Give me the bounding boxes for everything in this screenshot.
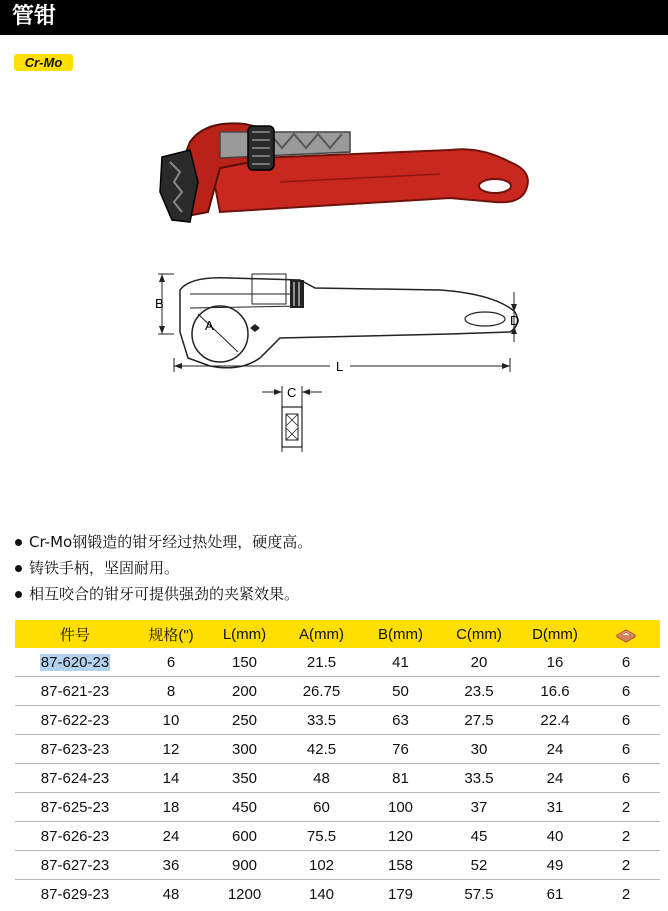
table-row xyxy=(15,851,660,880)
b-cell: 81 xyxy=(361,764,440,793)
a-cell: 21.5 xyxy=(282,648,361,677)
selected-text[interactable]: 87-620-23 xyxy=(40,653,110,671)
part-number-cell: 87-625-23 xyxy=(15,793,135,822)
table-header-row xyxy=(15,620,660,648)
c-cell: 27.5 xyxy=(440,706,518,735)
a-cell: 42.5 xyxy=(282,735,361,764)
material-badge: Cr-Mo xyxy=(14,54,73,71)
a-cell: 33.5 xyxy=(282,706,361,735)
part-number-cell: 87-629-23 xyxy=(40,885,110,903)
col-b: B(mm) xyxy=(361,620,440,648)
part-number-cell: 87-627-23 xyxy=(15,851,135,880)
c-cell: 23.5 xyxy=(440,677,518,706)
table-row xyxy=(15,764,660,793)
d-cell: 24 xyxy=(518,735,592,764)
size-cell: 6 xyxy=(135,648,207,677)
b-cell: 76 xyxy=(361,735,440,764)
col-l: L(mm) xyxy=(207,620,282,648)
table-row xyxy=(15,822,660,851)
package-qty-cell: 2 xyxy=(592,851,660,880)
dimension-c-label: C xyxy=(287,385,297,400)
a-cell: 60 xyxy=(282,793,361,822)
a-cell: 26.75 xyxy=(282,677,361,706)
col-size: 规格(") xyxy=(135,620,207,648)
size-cell: 48 xyxy=(162,885,180,903)
c-cell: 57.5 xyxy=(464,885,494,903)
size-cell: 8 xyxy=(135,677,207,706)
table-row xyxy=(15,735,660,764)
package-qty-cell: 6 xyxy=(592,648,660,677)
d-cell: 22.4 xyxy=(518,706,592,735)
dimension-b-label: B xyxy=(155,296,164,311)
size-cell: 18 xyxy=(135,793,207,822)
a-cell: 140 xyxy=(308,885,335,903)
feature-list xyxy=(12,529,312,607)
col-d: D(mm) xyxy=(518,620,592,648)
b-cell: 179 xyxy=(387,885,414,903)
b-cell: 41 xyxy=(361,648,440,677)
l-cell: 200 xyxy=(207,677,282,706)
part-number-cell: 87-624-23 xyxy=(15,764,135,793)
package-qty-cell: 2 xyxy=(592,793,660,822)
pipe-wrench-photo xyxy=(150,112,540,232)
b-cell: 50 xyxy=(361,677,440,706)
size-cell: 14 xyxy=(135,764,207,793)
d-cell: 49 xyxy=(518,851,592,880)
col-package xyxy=(592,620,660,648)
size-cell: 24 xyxy=(135,822,207,851)
d-cell: 16 xyxy=(518,648,592,677)
l-cell: 350 xyxy=(207,764,282,793)
d-cell: 16.6 xyxy=(518,677,592,706)
package-qty-cell: 6 xyxy=(592,677,660,706)
package-qty-cell: 2 xyxy=(621,885,631,903)
size-cell: 10 xyxy=(135,706,207,735)
page-title: 管钳 xyxy=(12,4,57,29)
c-cell: 33.5 xyxy=(440,764,518,793)
feature-item: 铸铁手柄，坚固耐用。 xyxy=(12,555,312,581)
title-bar xyxy=(0,0,668,35)
b-cell: 100 xyxy=(361,793,440,822)
b-cell: 120 xyxy=(361,822,440,851)
package-qty-cell: 6 xyxy=(592,735,660,764)
c-cell: 37 xyxy=(440,793,518,822)
d-cell: 61 xyxy=(546,885,564,903)
col-c: C(mm) xyxy=(440,620,518,648)
part-number-cell xyxy=(15,648,135,677)
table-row xyxy=(15,677,660,706)
l-cell: 450 xyxy=(207,793,282,822)
feature-item: 相互咬合的钳牙可提供强劲的夹紧效果。 xyxy=(12,581,312,607)
part-number-cell: 87-622-23 xyxy=(15,706,135,735)
part-number-cell: 87-621-23 xyxy=(15,677,135,706)
feature-item: Cr-Mo钢锻造的钳牙经过热处理，硬度高。 xyxy=(12,529,312,555)
a-cell: 75.5 xyxy=(282,822,361,851)
package-qty-cell: 2 xyxy=(592,822,660,851)
part-number-cell: 87-623-23 xyxy=(15,735,135,764)
d-cell: 24 xyxy=(518,764,592,793)
a-cell: 48 xyxy=(282,764,361,793)
l-cell: 300 xyxy=(207,735,282,764)
l-cell: 250 xyxy=(207,706,282,735)
dimension-d-label: D xyxy=(510,313,520,328)
table-row xyxy=(15,706,660,735)
dimension-drawing xyxy=(150,262,530,462)
a-cell: 102 xyxy=(282,851,361,880)
dimension-l-label: L xyxy=(336,359,344,374)
c-cell: 45 xyxy=(440,822,518,851)
part-number-cell: 87-626-23 xyxy=(15,822,135,851)
package-box-icon xyxy=(615,627,637,643)
col-a: A(mm) xyxy=(282,620,361,648)
table-row xyxy=(15,793,660,822)
size-cell: 36 xyxy=(135,851,207,880)
l-cell: 600 xyxy=(207,822,282,851)
b-cell: 63 xyxy=(361,706,440,735)
l-cell: 1200 xyxy=(227,885,262,903)
package-qty-cell: 6 xyxy=(592,706,660,735)
d-cell: 40 xyxy=(518,822,592,851)
c-cell: 30 xyxy=(440,735,518,764)
package-qty-cell: 6 xyxy=(592,764,660,793)
d-cell: 31 xyxy=(518,793,592,822)
spec-table xyxy=(15,620,660,908)
c-cell: 52 xyxy=(440,851,518,880)
size-cell: 12 xyxy=(135,735,207,764)
dimension-a-label: A xyxy=(205,318,214,333)
table-row xyxy=(15,880,660,909)
l-cell: 150 xyxy=(207,648,282,677)
col-part-number: 件号 xyxy=(15,620,135,648)
table-row xyxy=(15,648,660,677)
b-cell: 158 xyxy=(361,851,440,880)
l-cell: 900 xyxy=(207,851,282,880)
spec-table-body xyxy=(15,648,660,908)
c-cell: 20 xyxy=(440,648,518,677)
